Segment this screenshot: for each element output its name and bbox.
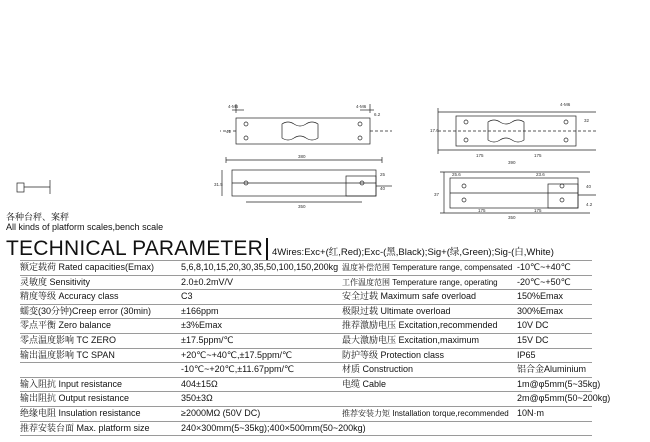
dim-bot-e: 4.2 — [586, 202, 593, 207]
dim-right-half1: 175 — [476, 153, 484, 158]
spec-right-label: 安全过载 Maximum safe overload — [342, 291, 477, 302]
cable-connector-symbol — [17, 180, 50, 194]
dim-bot-b: 23.6 — [536, 172, 545, 177]
dim-bot-len: 350 — [508, 215, 516, 220]
spec-row — [20, 289, 592, 304]
spec-left-value: 2.0±0.2mV/V — [181, 276, 233, 287]
bottom-view-right — [440, 172, 596, 213]
spec-right-label: 最大激励电压 Excitation,maximum — [342, 334, 480, 345]
spec-left-label: 零点温度影响 TC ZERO — [20, 334, 116, 345]
dim-bot-d: 40 — [586, 184, 592, 189]
spec-left-value: ≥2000MΩ (50V DC) — [181, 407, 261, 418]
dim-front-sub: 350 — [298, 204, 306, 209]
spec-row — [20, 260, 592, 275]
spec-left-value: -10℃~+20℃,±11.67ppm/℃ — [181, 364, 295, 375]
spec-left-label: 零点平衡 Zero balance — [20, 320, 112, 331]
spec-right-value: 15V DC — [517, 334, 549, 345]
dim-top-c: 6.2 — [374, 112, 381, 117]
dim-bot-half2: 175 — [534, 208, 542, 213]
spec-right-value: 10N·m — [517, 407, 545, 418]
spec-right-value: 2m@φ5mm(50~200kg) — [517, 393, 611, 404]
spec-right-value: 150%Emax — [517, 291, 564, 302]
spec-right-value: 10V DC — [517, 320, 549, 331]
spec-right-label: 推荐安装力矩 Installation torque,recommended — [342, 408, 509, 418]
spec-left-value: +20℃~+40℃,±17.5ppm/℃ — [181, 349, 293, 360]
spec-row — [20, 362, 592, 377]
page-title: TECHNICAL PARAMETER — [6, 237, 263, 260]
dim-right-b: 32 — [584, 118, 590, 123]
spec-left-value: ±17.5ppm/℃ — [181, 334, 234, 345]
technical-drawing — [0, 0, 650, 220]
spec-right-value: 铝合金Aluminium — [517, 364, 587, 375]
title-divider — [266, 238, 268, 260]
spec-row — [20, 275, 592, 290]
spec-left-value: C3 — [181, 291, 193, 302]
spec-left-value: 240×300mm(5~35kg);400×500mm(50~200kg) — [181, 422, 366, 433]
spec-right-label: 材质 Construction — [342, 364, 414, 375]
spec-right-label: 推荐激励电压 Excitation,recommended — [342, 320, 498, 331]
dim-front-len: 380 — [298, 154, 306, 159]
spec-right-value: IP65 — [517, 349, 536, 360]
spec-right-value: 300%Emax — [517, 305, 564, 316]
spec-right-label: 极限过载 Ultimate overload — [342, 305, 451, 316]
dim-top-a: 4-M6 — [228, 104, 239, 109]
top-view-left — [220, 104, 392, 144]
spec-row — [20, 406, 592, 421]
dim-bot-c: 37 — [434, 192, 440, 197]
dim-bot-half1: 175 — [478, 208, 486, 213]
front-view-left — [222, 157, 392, 202]
spec-row — [20, 333, 592, 348]
spec-left-label: 输入阻抗 Input resistance — [20, 378, 123, 389]
spec-right-label: 温度补偿范围 Temperature range, compensated — [342, 263, 513, 272]
spec-left-label: 输出温度影响 TC SPAN — [20, 349, 115, 360]
spec-right-value: 1m@φ5mm(5~35kg) — [517, 378, 601, 389]
dim-front-t: 40 — [380, 186, 386, 191]
dim-top-b: 4-M6 — [356, 104, 367, 109]
dim-front-s: 25 — [380, 172, 386, 177]
spec-left-label: 蠕变(30分钟)Creep error (30min) — [20, 305, 152, 316]
spec-left-label: 精度等级 Accuracy class — [20, 291, 119, 302]
title-row — [6, 234, 554, 260]
dim-front-h: 31.5 — [214, 182, 223, 187]
application-cn: 各种台秤、案秤 — [6, 212, 70, 222]
spec-right-value: -20℃~+50℃ — [517, 276, 571, 287]
spec-row — [20, 348, 592, 363]
wire-colors: 4Wires:Exc+(红,Red);Exc-(黑,Black);Sig+(绿,Green);Sig-(白,White) — [272, 247, 554, 258]
dim-top-d: 41 — [226, 129, 232, 134]
spec-left-label: 额定载荷 Rated capacities(Emax) — [20, 262, 155, 272]
dim-right-len: 390 — [508, 160, 516, 165]
spec-left-label: 绝缘电阻 Insulation resistance — [20, 407, 141, 418]
spec-right-label: 防护等级 Protection class — [342, 349, 445, 360]
top-view-right — [438, 108, 596, 154]
spec-right-value: -10℃~+40℃ — [517, 262, 571, 272]
spec-row — [20, 421, 592, 437]
spec-right-label: 电缆 Cable — [342, 378, 387, 389]
dim-right-a: 4-M6 — [560, 102, 571, 107]
spec-left-value: 5,6,8,10,15,20,30,35,50,100,150,200kg — [181, 262, 339, 272]
spec-left-value: ±166ppm — [181, 305, 219, 316]
dim-right-half2: 175 — [534, 153, 542, 158]
dim-bot-a: 25.6 — [452, 172, 461, 177]
spec-left-value: ±3%Emax — [181, 320, 222, 331]
application-en: All kinds of platform scales,bench scale — [6, 222, 164, 232]
spec-right-label: 工作温度范围 Temperature range, operating — [342, 277, 498, 287]
spec-left-label: 输出阻抗 Output resistance — [20, 393, 130, 404]
spec-row — [20, 318, 592, 333]
spec-table — [20, 260, 611, 436]
spec-left-label: 灵敏度 Sensitivity — [20, 276, 91, 287]
spec-left-value: 350±3Ω — [181, 393, 213, 404]
spec-left-label: 推荐安装台面 Max. platform size — [20, 422, 150, 433]
spec-row — [20, 391, 611, 406]
spec-left-value: 404±15Ω — [181, 378, 218, 389]
dim-right-c: 17.6 — [430, 128, 439, 133]
spec-row — [20, 304, 592, 319]
spec-row — [20, 377, 601, 392]
